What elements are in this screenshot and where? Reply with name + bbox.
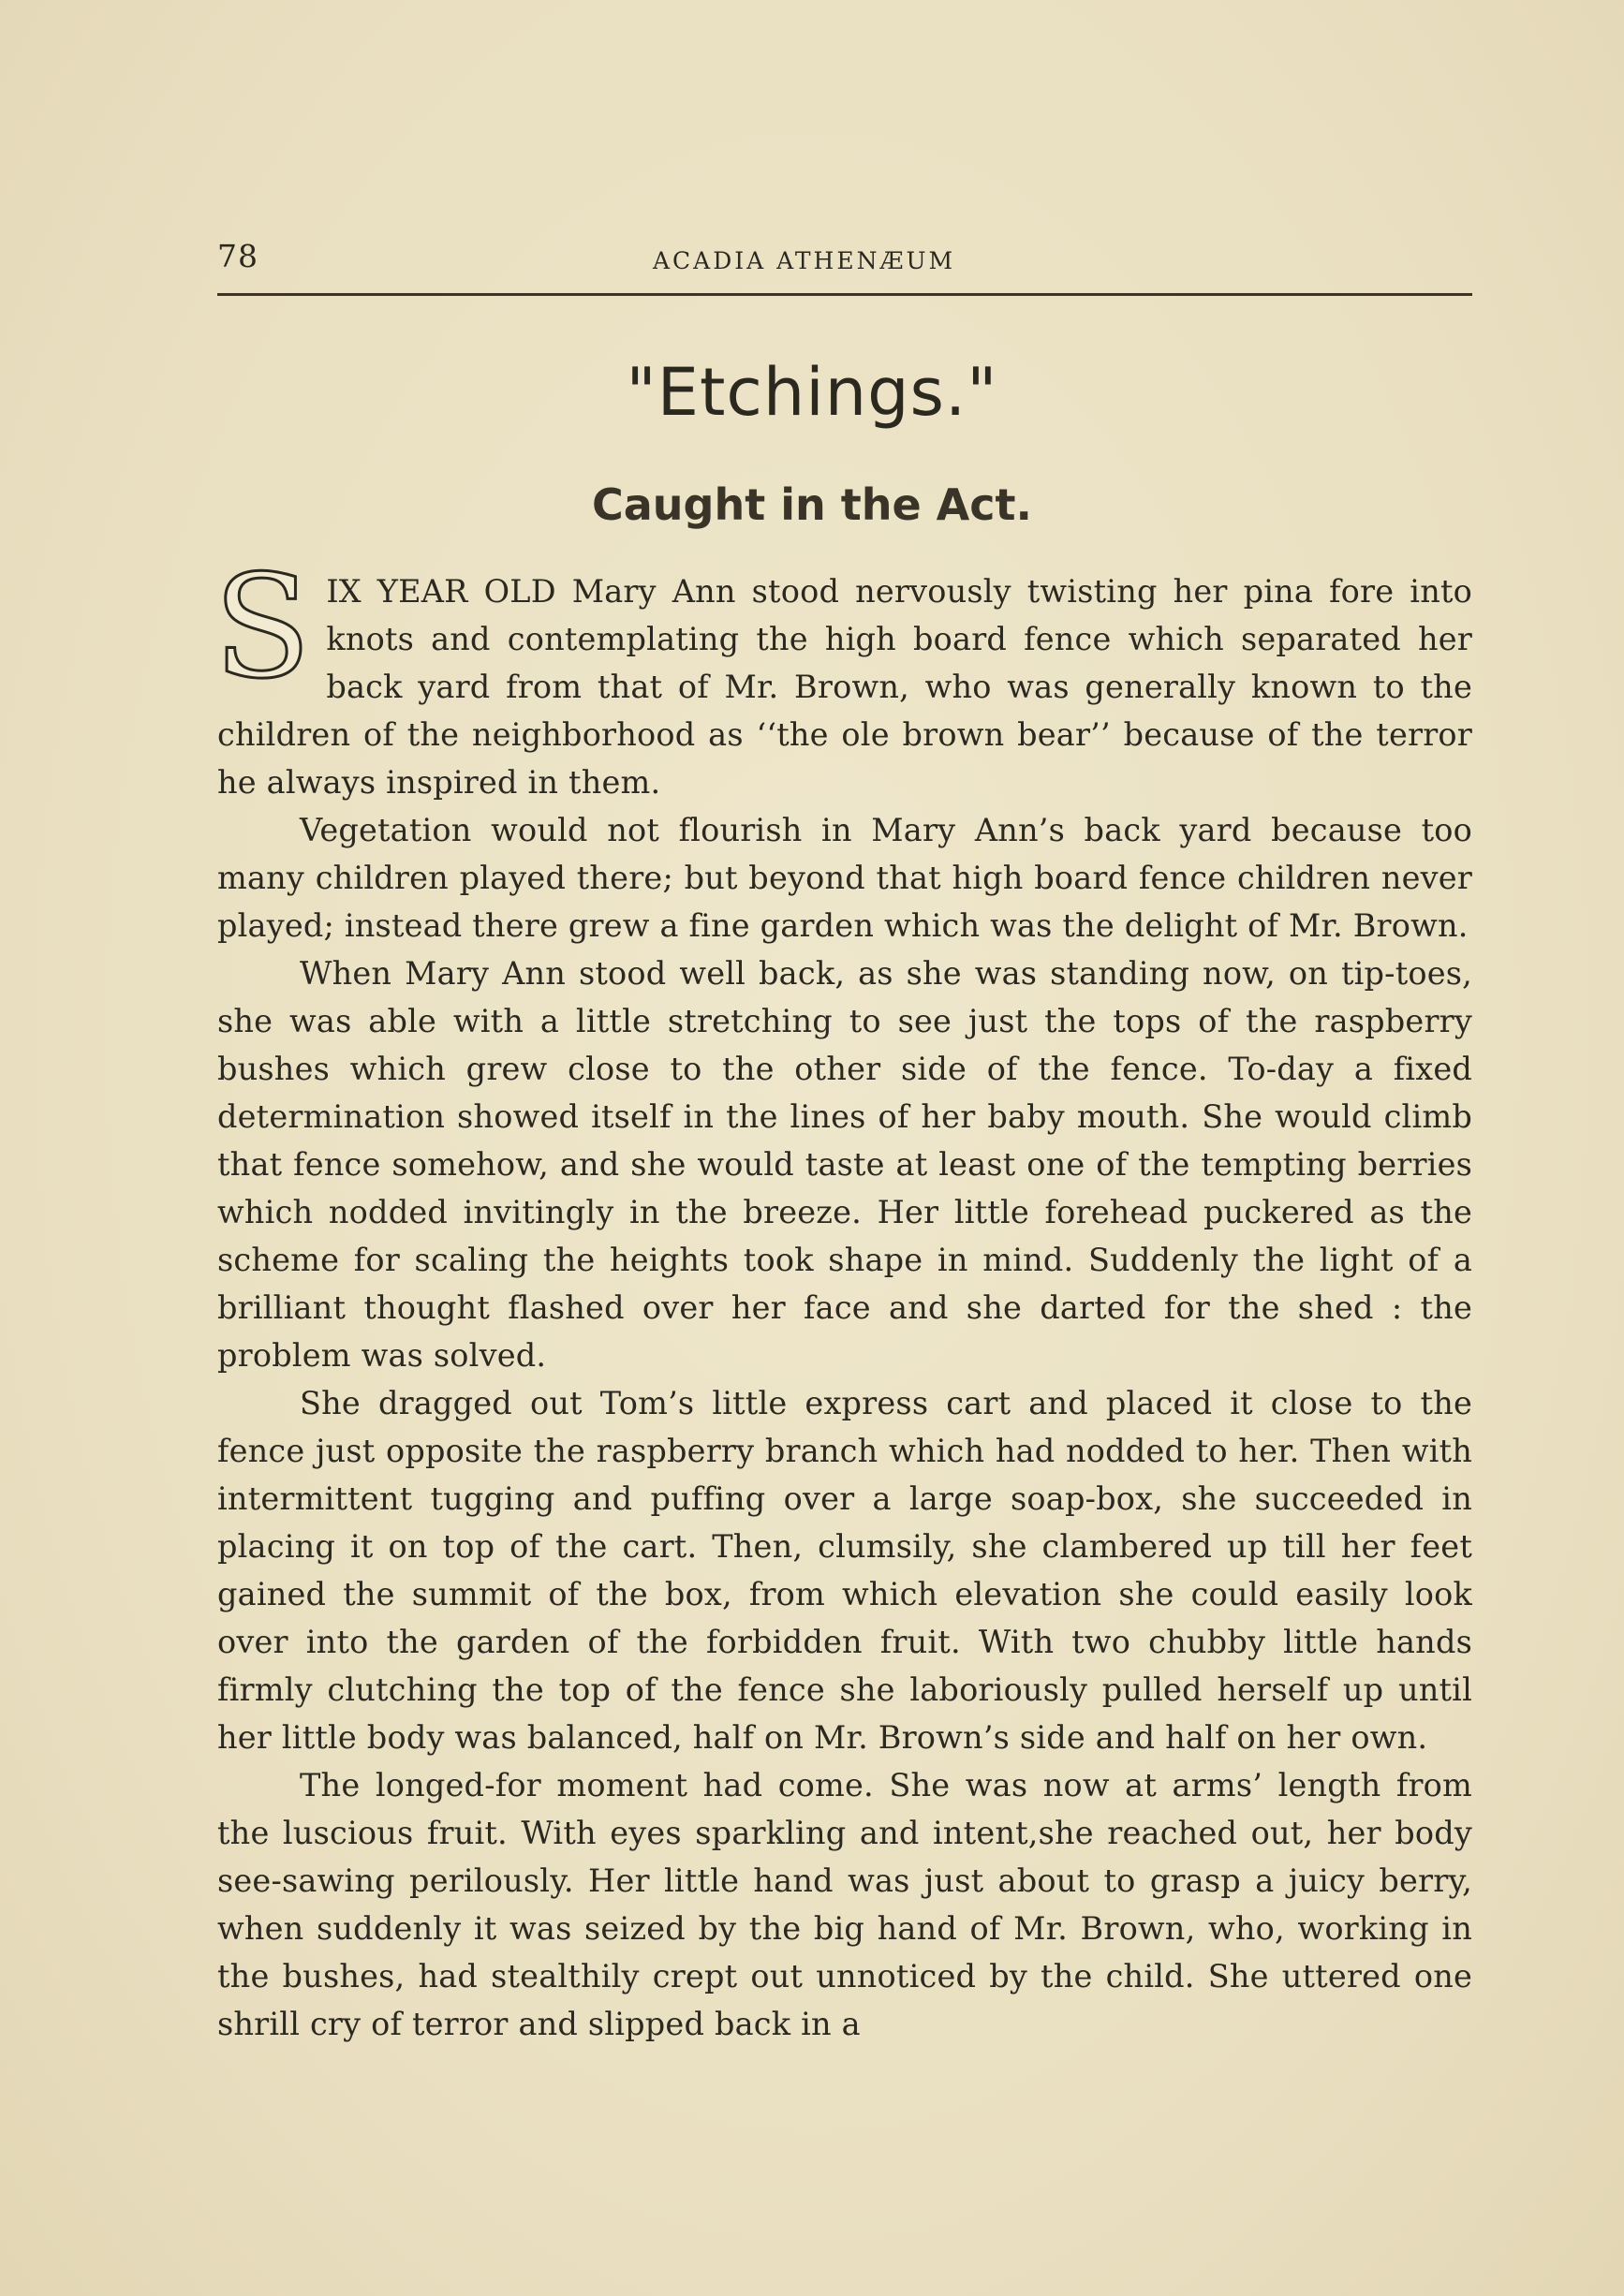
- page-number: 78: [217, 238, 258, 274]
- story-title: Caught in the Act.: [591, 479, 1033, 530]
- paragraph-1: [214, 544, 1472, 806]
- header-rule: [217, 293, 1472, 296]
- paragraph-4: She dragged out Tom’s little express cart and placed it close to the fence just opposite the raspberry branch which had nodded to her. Then with intermittent tugging and puffing over a large soap-box, she succeeded in placing it on top of the cart. Then, clumsily, she clambered up till her feet gained the summit of the box, from which elevation she could easily look over into the garden of the forbidden fruit. With two chubby little hands firmly clutching the top of the fence she laboriously pulled herself up until her little body was balanced, half on Mr. Brown’s side and half on her own.: [217, 1385, 1472, 1756]
- journal-title: ACADIA ATHENÆUM: [653, 247, 956, 274]
- section-title: "Etchings.": [626, 354, 998, 431]
- paragraph-3: When Mary Ann stood well back, as she was standing now, on tip-toes, she was able with a little stretching to see just the tops of the raspberry bushes which grew close to the other side of the fence. To-day a fixed determination showed itself in the lines of her baby mouth. She would climb that fence somehow, and she would taste at least one of the tempting berries which nodded invitingly in the breeze. Her little forehead puckered as the scheme for scaling the heights took shape in mind. Suddenly the light of a brilliant thought flashed over her face and she darted for the shed : the problem was solved.: [217, 955, 1472, 1374]
- paragraph-text: IX YEAR OLD Mary Ann stood nervously twisting her pina fore into knots and contemplating the high board fence which separated her back yard from that of Mr. Brown, who was generally known to the children of the neighborhood as ‘‘the ole brown bear’’ because of the terror he always inspired in them.: [217, 573, 1472, 801]
- article-body: [214, 544, 1472, 2048]
- drop-cap: S: [214, 544, 312, 710]
- paragraph-2: Vegetation would not flourish in Mary Ann’s back yard because too many children played there; but beyond that high board fence children never played; instead there grew a fine garden which was the delight of Mr. Brown.: [217, 812, 1472, 944]
- paragraph-5: The longed-for moment had come. She was now at arms’ length from the luscious fruit. With eyes sparkling and intent,she reached out, her body see-sawing perilously. Her little hand was just about to grasp a juicy berry, when suddenly it was seized by the big hand of Mr. Brown, who, working in the bushes, had stealthily crept out unnoticed by the child. She uttered one shrill cry of terror and slipped back in a: [217, 1767, 1472, 2042]
- running-header: [217, 238, 1472, 294]
